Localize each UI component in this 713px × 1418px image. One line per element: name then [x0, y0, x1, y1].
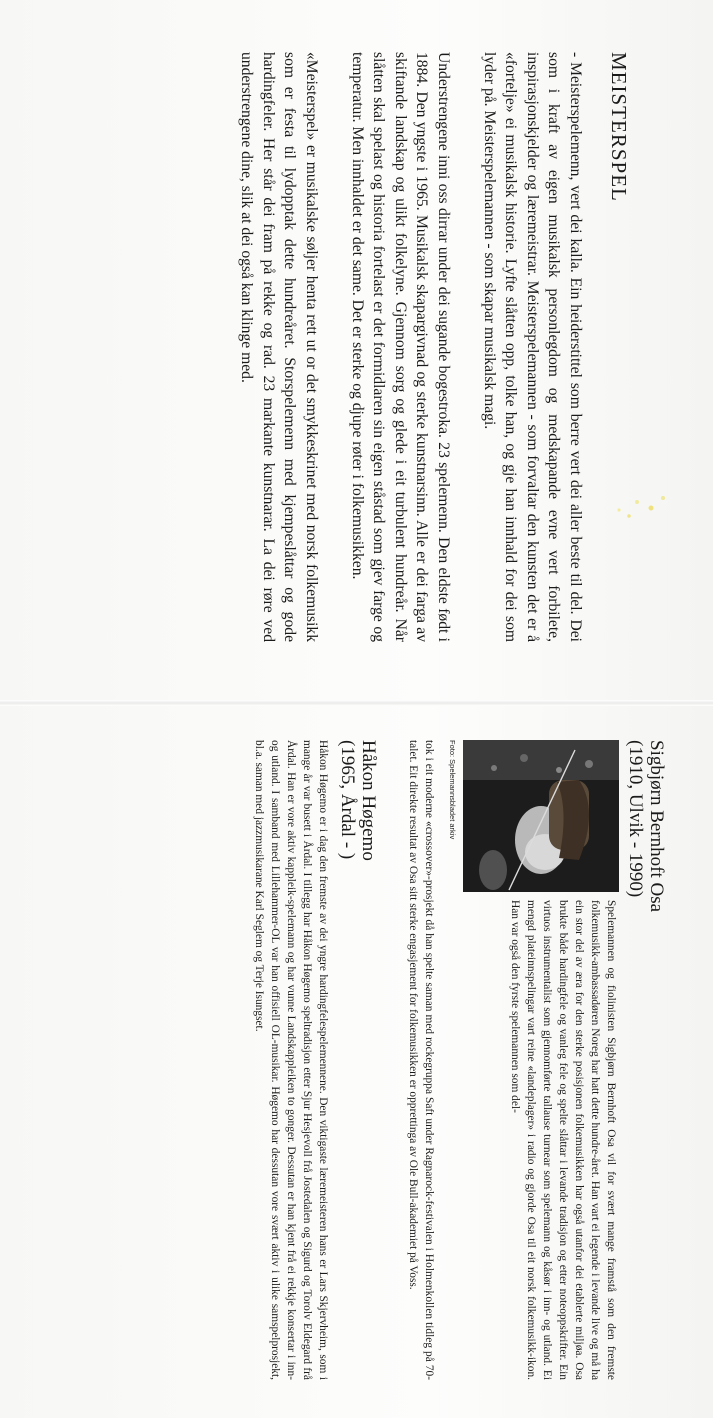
left-page-column [212, 52, 629, 642]
bio-hogemo-dates: (1965, Årdal - ) [337, 740, 358, 860]
yellow-stain-marks [613, 490, 673, 530]
bio-hogemo-name: Håkon Høgemo [358, 740, 379, 861]
photo-credit: Foto: Spelemannsbladet arkiv [448, 740, 457, 840]
bio-hogemo-text: Håkon Høgemo er i dag den fremste av dei yngre hardingfelespelemennene. Den viktigaste læremeisteren hans er Lars Skjervheim, som i mange år var busett i Årdal. I tillegg har Håkon Høgemo speltradisjon etter Sjur Hesjevoll frå Jostedalen og Sigurd og Torolv Eldegard frå Årdal. Han er vore aktiv kappleik-spelemann og har vunne Landskappleiken to gonger. Dessutan er han kjent frå ei rekkje konsertar i inn- og utland. I samband med Lillehammer-OL var han offisiell OL-musikar. Høgemo har dessutan vore svært aktiv i ulike samspelprosjekt, bl.a. saman med jazzmusikarane Karl Seglem og Terje Isungset. [253, 740, 329, 1380]
paragraph-intro: - Meisterspelemenn, vert dei kalla. Ein heiderstittel som berre vert dei aller beste til del. Dei som i kraft av eigen musikalsk personlegdom og medskapande evne vert forbilete, inspirasjonskjelder og læremeistrar. Meisterspelemannen - som forvaltar den kunsten det er å «fortelje» ei musikalsk historie. Lyfte slåtten opp, tolke han, og gje han innhald for dei som lyder på. Meisterspelemannen - som skapar musikalsk magi. [480, 52, 584, 642]
bio-osa-text-beside: Spelemannen og fiolinisten Sigbjørn Bernhoft Osa vil for svært mange framstå som den fremste folkemusikk-ambassadøren Noreg har hatt dette hundre-året. Han vart ei legende i levande live og må ha ein stor del av æra for den sterke posisjonen folkemusikken har også utanfor dei etablerte miljøa. Osa brukte både hardingfele og vanleg fele og spelte slåttar i levande tradisjon og etter noteoppskrifter. Ein virtuos instrumentalist som gjennomførte tallause turnear som spelemann og kåsør i inn- og utland. Ei mengd plateinnspelingar vart reine «landeplager» i radio og gjorde Osa til eit norsk folkemusikk-ikon. Han var også den fyrste spelemannen som del- [509, 900, 617, 1380]
right-page-column [251, 740, 667, 1380]
photo-sigbjorn-osa [463, 740, 619, 892]
fiddler-photo-image [463, 740, 619, 892]
page-title: MEISTERSPEL [607, 52, 631, 202]
bio-osa-text-below: tok i eit moderne «crossover»-prosjekt då han spelte saman med rockegruppa Saft under Ragnarock-festivalen i Holmenkollen tidleg på 70-talet. Eit direkte resultat av Osa sitt sterke engasjement for folkemusikken er opprettinga av Ole Bull-akademiet på Voss. [407, 740, 435, 1380]
bio-osa-photo-block [437, 740, 619, 1380]
bio-osa [405, 740, 667, 1380]
bio-osa-dates: (1910, Ulvik - 1990) [625, 740, 646, 898]
bio-osa-name: Sigbjørn Bernhoft Osa [646, 740, 667, 913]
paragraph-meisterspel: «Meisterspel» er musikalske søljer henta rett ut or det smykkeskrinet med norsk folkemusikk som er festa til lydopptak dette hundreåret. Storspelemenn med kjempeslåttar og gode hardingfeler. Her står dei fram på rekke og rad. 23 markante kunstnarar. La dei røre ved understrengene dine, slik at dei også kan klinge med. [238, 52, 321, 642]
paragraph-understrengene: Understrengene inni oss dirrar under dei sugande bogestroka. 23 spelemenn. Den eldste født i 1884. Den yngste i 1965. Musikalsk skapargivnad og sterke kunstnarsinn. Alle er dei farga av skiftande landskap og ulikt folkelyne. Gjennom sorg og glede i eit turbulent hundreår. Når slåtten skal spelast og historia fortelast er det formidlaren sin eigen ståstad som gjev farge og temperatur. Men innhaldet er det same. Det er sterke og djupe røter i folkemusikken. [348, 52, 453, 642]
bio-hogemo [251, 740, 379, 1380]
